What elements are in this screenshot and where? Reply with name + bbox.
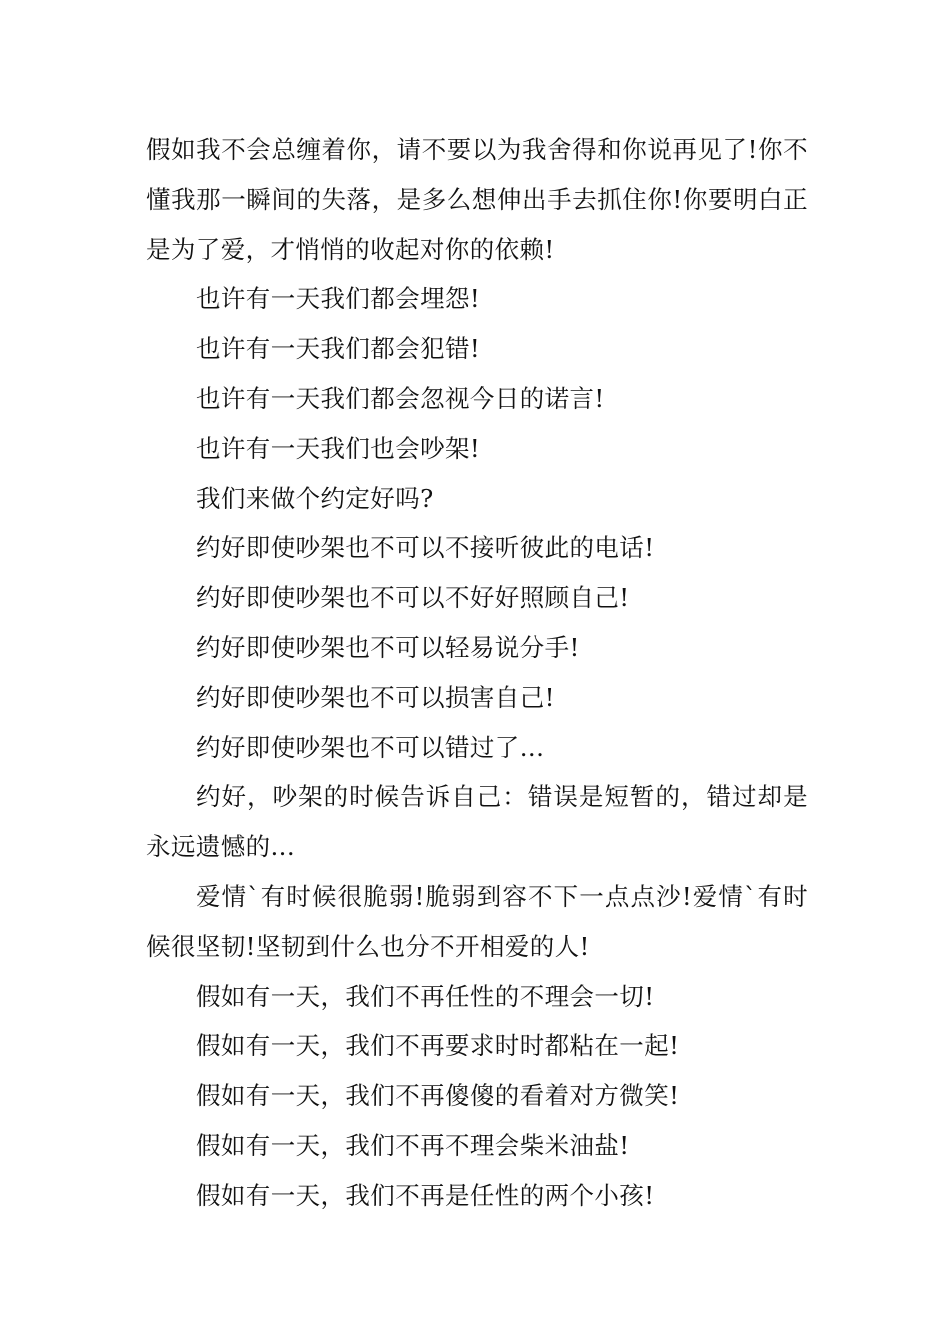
paragraph-intro: 假如我不会总缠着你，请不要以为我舍得和你说再见了!你不懂我那一瞬间的失落，是多么想伸出手去抓住你!你要明白正是为了爱，才悄悄的收起对你的依赖! [146,135,808,264]
paragraph-line: 假如有一天，我们不再傻傻的看着对方微笑! [196,1081,680,1111]
paragraph-line: 假如有一天，我们不再要求时时都粘在一起! [196,1031,680,1061]
paragraph-line: 假如有一天，我们不再是任性的两个小孩! [196,1180,655,1210]
paragraph-line: 假如有一天，我们不再任性的不理会一切! [196,981,655,1011]
paragraph-line: 也许有一天我们都会埋怨! [196,284,481,314]
paragraph-line: 爱情`有时候很脆弱!脆弱到容不下一点点沙!爱情`有时候很坚韧!坚韧到什么也分不开相爱的人! [146,881,808,961]
paragraph-line: 也许有一天我们也会吵架! [196,433,481,463]
document-body [146,125,808,1221]
paragraph-line: 约好即使吵架也不可以不接听彼此的电话! [196,533,655,563]
paragraph-line: 也许有一天我们都会忽视今日的诺言! [196,383,605,413]
paragraph-line: 我们来做个约定好吗? [196,483,434,513]
paragraph-line: 约好即使吵架也不可以错过了... [196,732,545,762]
paragraph-line: 假如有一天，我们不再不理会柴米油盐! [196,1130,630,1160]
paragraph-line: 约好即使吵架也不可以损害自己! [196,682,555,712]
paragraph-line: 约好即使吵架也不可以不好好照顾自己! [196,583,630,613]
paragraph-line: 也许有一天我们都会犯错! [196,334,481,364]
paragraph-line: 约好即使吵架也不可以轻易说分手! [196,632,580,662]
paragraph-line: 约好，吵架的时候告诉自己：错误是短暂的，错过却是永远遗憾的... [146,782,808,862]
